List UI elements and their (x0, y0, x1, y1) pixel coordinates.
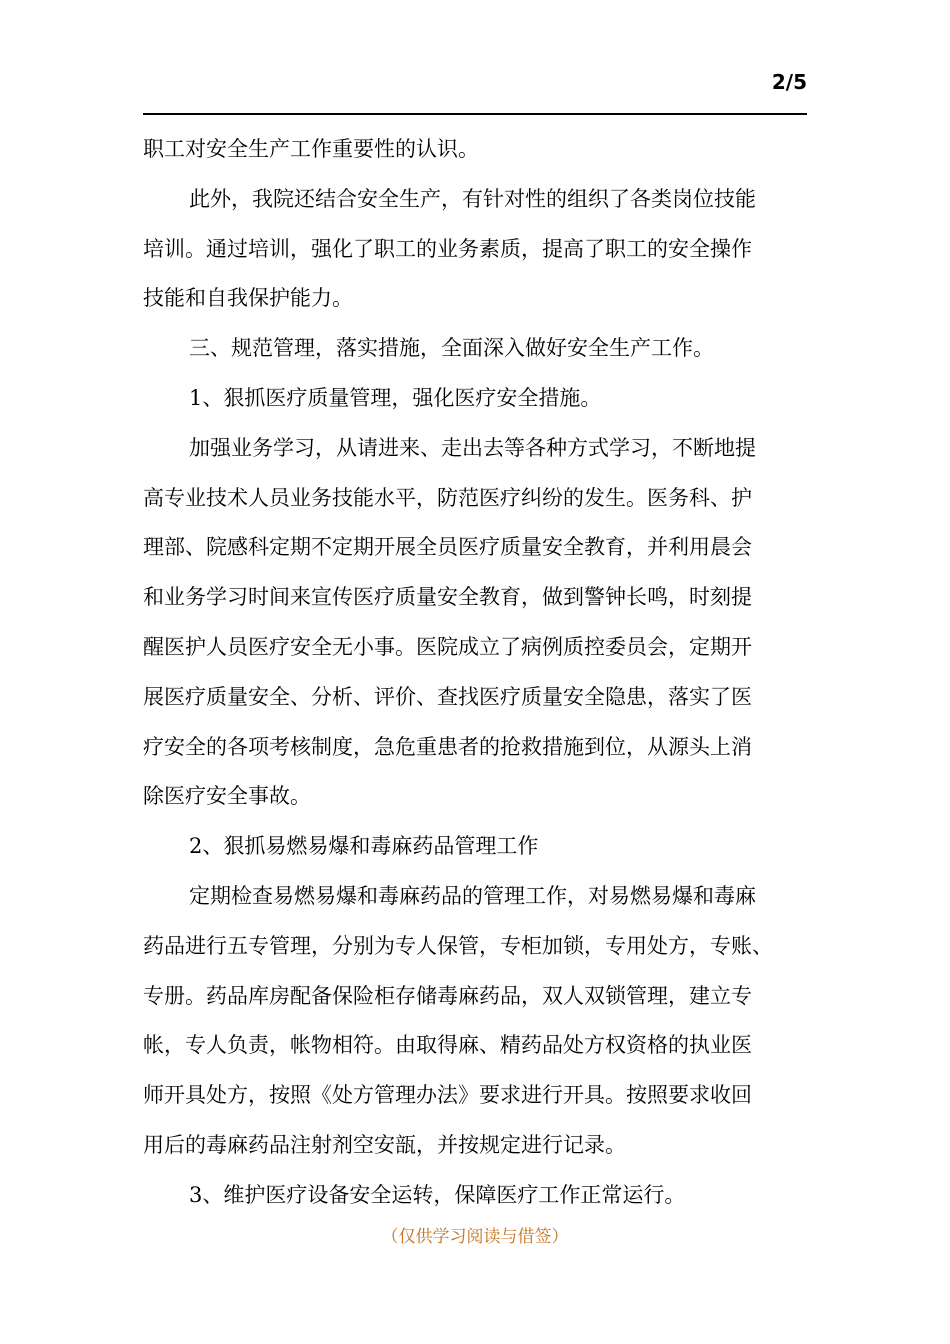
footer-disclaimer: （仅供学习阅读与借签） (381, 1227, 569, 1247)
subheading-three (143, 1171, 823, 1221)
text-line: 三、规范管理，落实措施，全面深入做好安全生产工作。 (189, 336, 714, 361)
text-line: 技能和自我保护能力。 (143, 286, 353, 311)
paragraph-continuation (143, 125, 823, 175)
text-line: 高专业技术人员业务技能水平，防范医疗纠纷的发生。医务科、护 (143, 485, 752, 510)
text-line: 职工对安全生产工作重要性的认识。 (143, 137, 479, 161)
text-line: 3、维护医疗设备安全运转，保障医疗工作正常运行。 (189, 1182, 686, 1207)
text-line: 用后的毒麻药品注射剂空安瓿，并按规定进行记录。 (143, 1132, 626, 1157)
text-line: 2、狠抓易燃易爆和毒麻药品管理工作 (189, 834, 539, 859)
text-line: 理部、院感科定期不定期开展全员医疗质量安全教育，并利用晨会 (143, 535, 752, 560)
text-line: 加强业务学习，从请进来、走出去等各种方式学习，不断地提 (189, 435, 756, 460)
text-line: 专册。药品库房配备保险柜存储毒麻药品，双人双锁管理，建立专 (143, 983, 752, 1008)
text-line: 培训。通过培训，强化了职工的业务素质，提高了职工的安全操作 (143, 236, 752, 261)
text-line: 此外，我院还结合安全生产，有针对性的组织了各类岗位技能 (189, 186, 756, 211)
text-line: 和业务学习时间来宣传医疗质量安全教育，做到警钟长鸣，时刻提 (143, 585, 752, 610)
paragraph-medical-quality (143, 424, 823, 822)
section-heading-three (143, 324, 823, 374)
text-line: 疗安全的各项考核制度，急危重患者的抢救措施到位，从源头上消 (143, 734, 752, 759)
paragraph-drug-management (143, 872, 823, 1171)
text-line: 药品进行五专管理，分别为专人保管，专柜加锁，专用处方，专账、 (143, 933, 773, 958)
text-line: 师开具处方，按照《处方管理办法》要求进行开具。按照要求收回 (143, 1083, 752, 1108)
header-divider (143, 113, 807, 115)
text-line: 帐，专人负责，帐物相符。由取得麻、精药品处方权资格的执业医 (143, 1033, 752, 1058)
text-line: 定期检查易燃易爆和毒麻药品的管理工作，对易燃易爆和毒麻 (189, 883, 756, 908)
subheading-two (143, 822, 823, 872)
text-line: 1、狠抓医疗质量管理，强化医疗安全措施。 (189, 385, 602, 410)
document-body (143, 125, 823, 1221)
paragraph-skills-training (143, 175, 823, 324)
subheading-one (143, 374, 823, 424)
text-line: 除医疗安全事故。 (143, 784, 311, 809)
text-line: 醒医护人员医疗安全无小事。医院成立了病例质控委员会，定期开 (143, 634, 752, 659)
text-line: 展医疗质量安全、分析、评价、查找医疗质量安全隐患，落实了医 (143, 684, 752, 709)
page-number: 2/5 (771, 70, 807, 94)
